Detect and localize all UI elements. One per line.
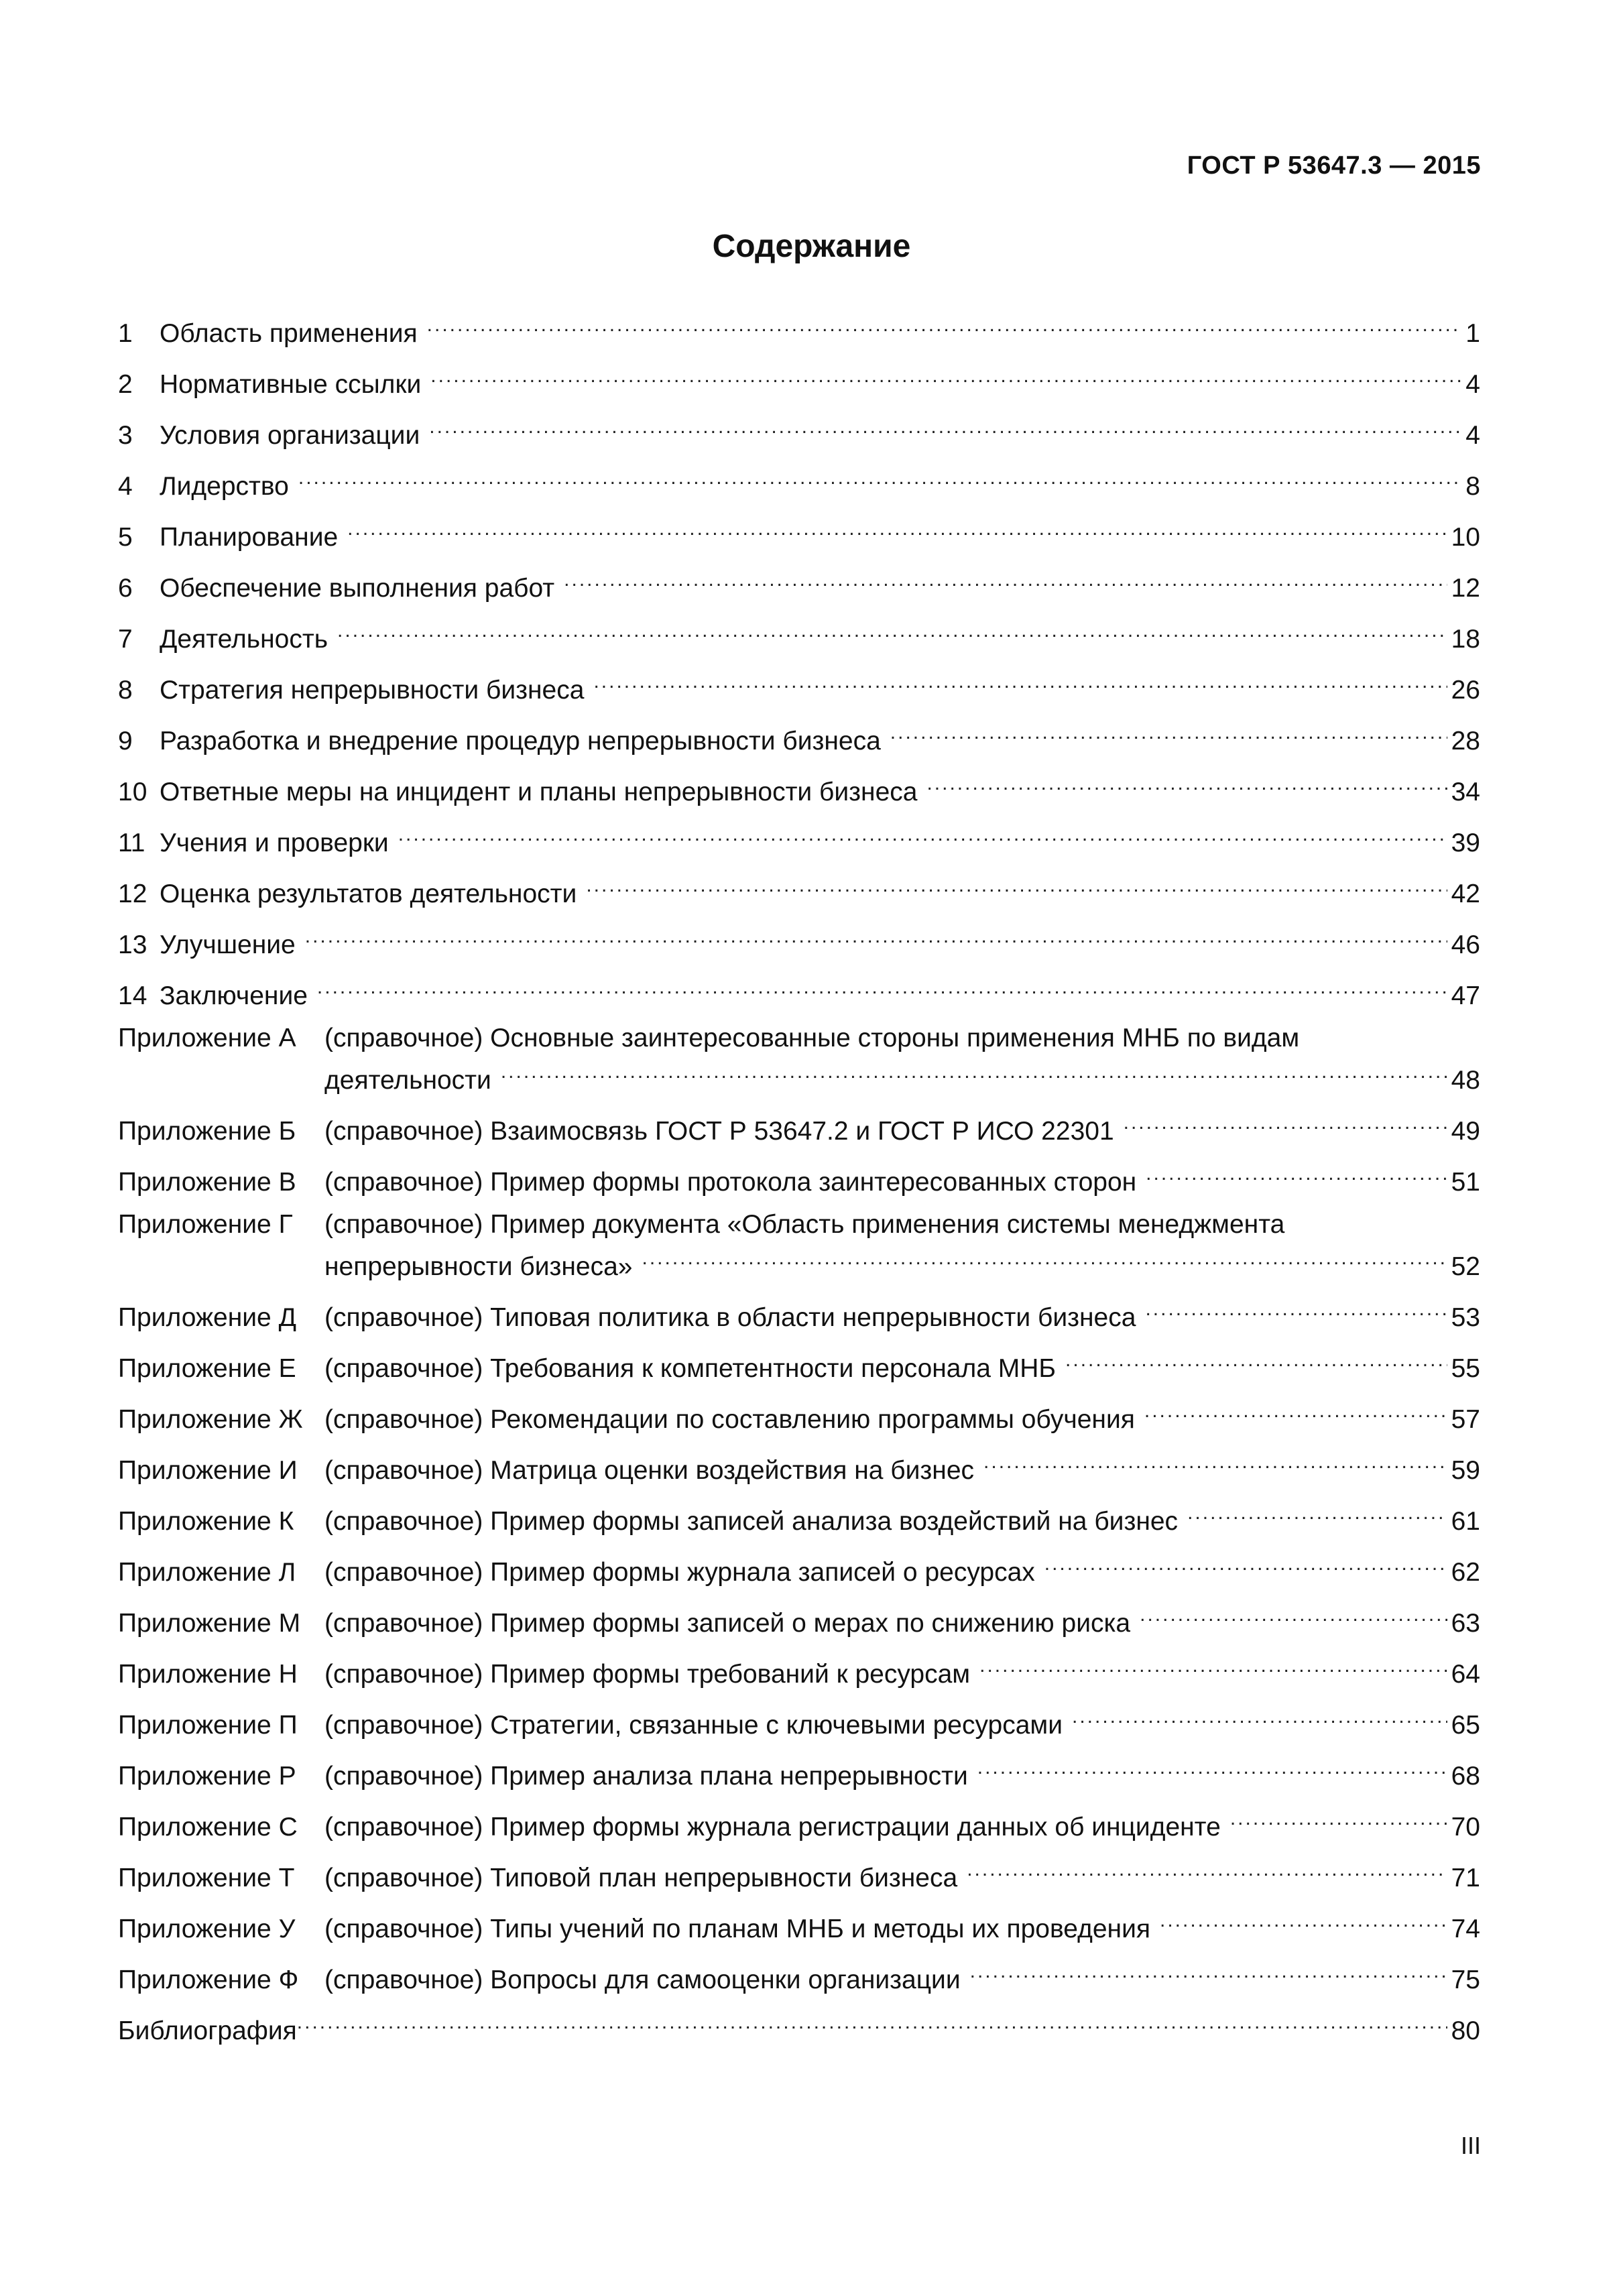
- page-number: 51: [1451, 1168, 1480, 1197]
- section-number: 5: [118, 523, 133, 552]
- dot-leader: [317, 971, 1447, 1004]
- section-title: Обеспечение выполнения работ: [160, 574, 555, 603]
- toc-entry[interactable]: [118, 920, 1480, 971]
- toc-entry[interactable]: [118, 308, 1480, 359]
- page-number: 39: [1451, 829, 1480, 857]
- page-number: 62: [1451, 1558, 1480, 1587]
- toc-entry[interactable]: [118, 665, 1480, 716]
- toc-entry[interactable]: [118, 818, 1480, 869]
- annex-label: Приложение В: [118, 1168, 296, 1197]
- annex-title: (справочное) Пример формы журнала записей о ресурсах: [324, 1558, 1035, 1587]
- annex-title: (справочное) Рекомендации по составлению программы обучения: [324, 1405, 1135, 1434]
- dot-leader: [1160, 1904, 1447, 1937]
- annex-title: (справочное) Пример формы протокола заинтересованных сторон: [324, 1168, 1137, 1197]
- dot-leader: [297, 2006, 1447, 2039]
- dot-leader: [305, 920, 1447, 953]
- dot-leader: [983, 1445, 1447, 1479]
- toc-entry-annex[interactable]: [118, 1547, 1480, 1598]
- annex-label: Приложение Г: [118, 1210, 293, 1239]
- dot-leader: [398, 818, 1447, 851]
- dot-leader: [1044, 1547, 1447, 1581]
- toc-entry-annex[interactable]: [118, 1394, 1480, 1445]
- section-title: Стратегия непрерывности бизнеса: [160, 676, 585, 705]
- page-number: 18: [1451, 625, 1480, 654]
- annex-label: Приложение Ж: [118, 1405, 303, 1434]
- toc-entry-annex[interactable]: [118, 1649, 1480, 1700]
- dot-leader: [429, 410, 1461, 444]
- toc-entry[interactable]: [118, 767, 1480, 818]
- section-number: 10: [118, 778, 147, 806]
- document-code: ГОСТ Р 53647.3 — 2015: [1187, 152, 1481, 180]
- dot-leader: [564, 563, 1447, 597]
- annex-label: Приложение И: [118, 1456, 298, 1485]
- page-number: 47: [1451, 981, 1480, 1010]
- table-of-contents: [118, 308, 1480, 2057]
- page-number: 10: [1451, 523, 1480, 552]
- dot-leader: [430, 359, 1461, 393]
- toc-entry[interactable]: [118, 614, 1480, 665]
- page-number: 12: [1451, 574, 1480, 603]
- dot-leader: [1124, 1106, 1447, 1140]
- dot-leader: [586, 869, 1447, 902]
- page-number: 71: [1451, 1864, 1480, 1892]
- page-number: 80: [1451, 2016, 1480, 2045]
- annex-title: (справочное) Типовая политика в области непрерывности бизнеса: [324, 1303, 1136, 1332]
- page-number: 46: [1451, 930, 1480, 959]
- page-number: 61: [1451, 1507, 1480, 1536]
- section-number: 13: [118, 930, 147, 959]
- annex-title: (справочное) Взаимосвязь ГОСТ Р 53647.2 и ГОСТ Р ИСО 22301: [324, 1117, 1114, 1146]
- dot-leader: [967, 1853, 1447, 1886]
- page-number: 64: [1451, 1660, 1480, 1689]
- section-number: 9: [118, 727, 133, 756]
- dot-leader: [298, 461, 1461, 495]
- page-number: 59: [1451, 1456, 1480, 1485]
- section-title: Условия организации: [160, 421, 420, 450]
- annex-label: Приложение Б: [118, 1117, 296, 1146]
- page-number: 68: [1451, 1762, 1480, 1791]
- page-number: 8: [1465, 472, 1480, 501]
- annex-label: Приложение М: [118, 1609, 301, 1638]
- toc-entry-annex[interactable]: [118, 1853, 1480, 1904]
- toc-entry-annex[interactable]: [118, 1751, 1480, 1802]
- dot-leader: [501, 1055, 1447, 1089]
- dot-leader: [427, 308, 1462, 342]
- annex-label: Приложение А: [118, 1024, 296, 1052]
- annex-label: Приложение Е: [118, 1354, 296, 1383]
- annex-title: (справочное) Основные заинтересованные стороны применения МНБ по видам: [324, 1024, 1300, 1052]
- page-number: 75: [1451, 1966, 1480, 1994]
- page-number: 74: [1451, 1915, 1480, 1943]
- toc-entry[interactable]: [118, 410, 1480, 461]
- toc-entry[interactable]: [118, 512, 1480, 563]
- dot-leader: [1140, 1598, 1447, 1632]
- section-number: 7: [118, 625, 133, 654]
- dot-leader: [642, 1242, 1447, 1275]
- toc-entry-annex[interactable]: [118, 1802, 1480, 1853]
- toc-entry-annex[interactable]: [118, 1955, 1480, 2006]
- dot-leader: [970, 1955, 1447, 1988]
- section-title: Деятельность: [160, 625, 328, 654]
- annex-title: (справочное) Пример формы записей анализа воздействий на бизнес: [324, 1507, 1179, 1536]
- dot-leader: [347, 512, 1447, 546]
- annex-label: Приложение Л: [118, 1558, 296, 1587]
- section-number: 12: [118, 880, 147, 908]
- toc-entry[interactable]: [118, 971, 1480, 1022]
- page-number: 48: [1451, 1066, 1480, 1095]
- dot-leader: [890, 716, 1447, 749]
- annex-label: Приложение У: [118, 1915, 296, 1943]
- annex-title: (справочное) Типовой план непрерывности бизнеса: [324, 1864, 958, 1892]
- toc-entry-annex[interactable]: [118, 1208, 1480, 1292]
- section-number: 4: [118, 472, 133, 501]
- page-number: 42: [1451, 880, 1480, 908]
- bibliography-title: Библиография: [118, 2016, 297, 2045]
- toc-entry-annex[interactable]: [118, 1292, 1480, 1343]
- section-number: 14: [118, 981, 147, 1010]
- page-number: 52: [1451, 1252, 1480, 1281]
- dot-leader: [977, 1751, 1447, 1785]
- toc-entry-annex[interactable]: [118, 1700, 1480, 1751]
- page-number: 57: [1451, 1405, 1480, 1434]
- annex-title: (справочное) Пример документа «Область применения системы менеджмента: [324, 1210, 1285, 1239]
- annex-title: (справочное) Пример формы записей о мерах по снижению риска: [324, 1609, 1131, 1638]
- section-number: 2: [118, 370, 133, 399]
- section-number: 3: [118, 421, 133, 450]
- page-number: 65: [1451, 1711, 1480, 1740]
- section-title: Планирование: [160, 523, 339, 552]
- page-number: 1: [1465, 319, 1480, 348]
- annex-label: Приложение П: [118, 1711, 298, 1740]
- dot-leader: [1145, 1292, 1447, 1326]
- dot-leader: [1146, 1157, 1447, 1191]
- annex-label: Приложение Н: [118, 1660, 298, 1689]
- annex-title: (справочное) Пример формы требований к ресурсам: [324, 1660, 971, 1689]
- annex-label: Приложение Т: [118, 1864, 295, 1892]
- section-number: 11: [118, 829, 145, 857]
- page-title: Содержание: [712, 229, 911, 264]
- dot-leader: [1230, 1802, 1447, 1835]
- dot-leader: [1187, 1496, 1447, 1530]
- annex-title: (справочное) Типы учений по планам МНБ и методы их проведения: [324, 1915, 1150, 1943]
- toc-entry[interactable]: [118, 461, 1480, 512]
- section-title: Оценка результатов деятельности: [160, 880, 577, 908]
- page-number: 34: [1451, 778, 1480, 806]
- toc-entry-bibliography[interactable]: [118, 2006, 1480, 2057]
- annex-title-continued: непрерывности бизнеса»: [324, 1252, 633, 1281]
- annex-label: Приложение С: [118, 1813, 298, 1841]
- section-title: Разработка и внедрение процедур непрерывности бизнеса: [160, 727, 881, 756]
- toc-entry-annex[interactable]: [118, 1496, 1480, 1547]
- section-title: Улучшение: [160, 930, 296, 959]
- annex-label: Приложение Р: [118, 1762, 296, 1791]
- annex-title: (справочное) Стратегии, связанные с ключевыми ресурсами: [324, 1711, 1063, 1740]
- page-number: 4: [1465, 421, 1480, 450]
- section-number: 6: [118, 574, 133, 603]
- section-number: 8: [118, 676, 133, 705]
- footer-page-number: III: [1460, 2132, 1481, 2159]
- page-number: 70: [1451, 1813, 1480, 1841]
- annex-title-continued: деятельности: [324, 1066, 491, 1095]
- annex-title: (справочное) Требования к компетентности персонала МНБ: [324, 1354, 1057, 1383]
- toc-entry-annex[interactable]: [118, 1157, 1480, 1208]
- annex-title: (справочное) Пример формы журнала регистрации данных об инциденте: [324, 1813, 1221, 1841]
- toc-entry-annex[interactable]: [118, 1343, 1480, 1394]
- annex-label: Приложение Д: [118, 1303, 296, 1332]
- toc-entry-annex[interactable]: [118, 1106, 1480, 1157]
- section-title: Область применения: [160, 319, 418, 348]
- section-title: Ответные меры на инцидент и планы непрерывности бизнеса: [160, 778, 918, 806]
- toc-entry[interactable]: [118, 359, 1480, 410]
- toc-entry[interactable]: [118, 563, 1480, 614]
- annex-title: (справочное) Пример анализа плана непрерывности: [324, 1762, 968, 1791]
- dot-leader: [1065, 1343, 1447, 1377]
- toc-entry-annex[interactable]: [118, 1022, 1480, 1106]
- annex-label: Приложение Ф: [118, 1966, 299, 1994]
- dot-leader: [979, 1649, 1447, 1683]
- section-number: 1: [118, 319, 133, 348]
- section-title: Заключение: [160, 981, 308, 1010]
- annex-title: (справочное) Вопросы для самооценки организации: [324, 1966, 961, 1994]
- dot-leader: [1072, 1700, 1447, 1734]
- page-number: 4: [1465, 370, 1480, 399]
- page-number: 53: [1451, 1303, 1480, 1332]
- section-title: Нормативные ссылки: [160, 370, 422, 399]
- dot-leader: [337, 614, 1447, 648]
- page-number: 55: [1451, 1354, 1480, 1383]
- toc-entry[interactable]: [118, 869, 1480, 920]
- dot-leader: [593, 665, 1447, 699]
- toc-entry-annex[interactable]: [118, 1598, 1480, 1649]
- annex-title: (справочное) Матрица оценки воздействия на бизнес: [324, 1456, 975, 1485]
- annex-label: Приложение К: [118, 1507, 294, 1536]
- section-title: Лидерство: [160, 472, 289, 501]
- page-number: 49: [1451, 1117, 1480, 1146]
- toc-entry-annex[interactable]: [118, 1904, 1480, 1955]
- toc-entry-annex[interactable]: [118, 1445, 1480, 1496]
- toc-entry[interactable]: [118, 716, 1480, 767]
- page-number: 63: [1451, 1609, 1480, 1638]
- page-number: 26: [1451, 676, 1480, 705]
- page-number: 28: [1451, 727, 1480, 756]
- dot-leader: [926, 767, 1447, 800]
- dot-leader: [1144, 1394, 1447, 1428]
- section-title: Учения и проверки: [160, 829, 389, 857]
